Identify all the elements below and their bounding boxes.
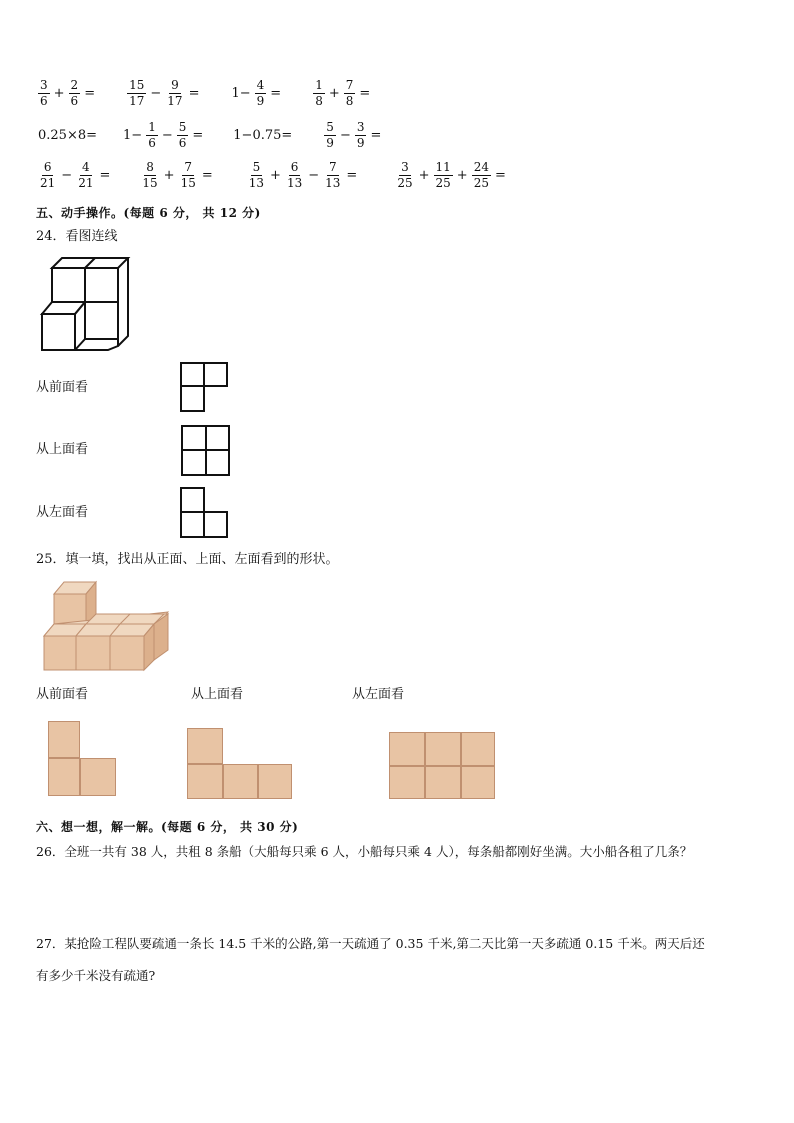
numerator: 5 xyxy=(326,120,334,134)
numerator: 7 xyxy=(345,78,354,92)
calc-row-1 xyxy=(36,78,372,109)
section5-heading: 五、动手操作。(每题 6 分， 共 12 分) xyxy=(36,206,261,220)
fraction xyxy=(177,120,189,151)
numerator: 7 xyxy=(328,160,337,174)
fraction xyxy=(434,160,453,191)
numerator: 3 xyxy=(401,160,409,174)
fraction xyxy=(472,160,491,191)
fraction xyxy=(38,160,57,191)
fraction xyxy=(140,160,159,191)
calc-row-3 xyxy=(36,160,508,191)
operator: − xyxy=(150,86,162,101)
operator: + xyxy=(328,86,340,101)
denominator: 17 xyxy=(129,94,145,108)
denominator: 9 xyxy=(356,136,365,150)
operator: + xyxy=(53,86,65,101)
q25-title: 25．填一填，找出从正面、上面、左面看到的形状。 xyxy=(36,552,339,567)
denominator: 13 xyxy=(325,176,341,190)
fraction xyxy=(69,78,81,109)
operator: = xyxy=(188,86,200,101)
numerator: 8 xyxy=(146,160,154,174)
operator: = xyxy=(84,86,96,101)
operator: 1− xyxy=(123,128,143,143)
numerator: 1 xyxy=(315,78,323,92)
numerator: 2 xyxy=(70,78,79,92)
operator: + xyxy=(456,168,468,183)
fraction xyxy=(285,160,304,191)
denominator: 6 xyxy=(148,136,156,150)
denominator: 8 xyxy=(315,94,323,108)
numerator: 3 xyxy=(40,78,48,92)
fraction xyxy=(313,78,325,109)
operator: + xyxy=(270,168,281,183)
calc-item xyxy=(125,78,201,109)
calc-item xyxy=(231,128,294,143)
calc-item xyxy=(245,160,360,191)
numerator: 4 xyxy=(82,160,90,174)
fraction xyxy=(247,160,266,191)
operator: = xyxy=(359,86,371,101)
calc-item xyxy=(36,160,112,191)
denominator: 6 xyxy=(40,94,48,108)
q24-label-left: 从左面看 xyxy=(36,505,89,520)
denominator: 13 xyxy=(248,176,265,190)
fraction xyxy=(165,78,184,109)
q25-label-left: 从左面看 xyxy=(352,687,405,702)
q26-text: 26．全班一共有 38 人，共租 8 条船（大船每只乘 6 人，小船每只乘 4 人），每条船都刚好坐满。大小船各租了几条？ xyxy=(36,844,693,859)
fraction xyxy=(146,120,158,151)
fraction xyxy=(255,78,267,109)
denominator: 25 xyxy=(435,176,451,190)
fraction xyxy=(323,160,342,191)
numerator: 15 xyxy=(129,78,145,92)
q25-label-top: 从上面看 xyxy=(191,687,244,702)
operator: = xyxy=(270,86,282,101)
section6-heading: 六、想一想，解一解。(每题 6 分， 共 30 分) xyxy=(36,820,299,834)
numerator: 5 xyxy=(252,160,261,174)
fraction xyxy=(395,160,414,191)
denominator: 25 xyxy=(397,176,413,190)
numerator: 11 xyxy=(435,160,451,174)
calc-item xyxy=(393,160,508,191)
q24-label-top: 从上面看 xyxy=(36,442,89,457)
calc-item xyxy=(121,120,205,151)
q24-label-front: 从前面看 xyxy=(36,380,89,395)
calc-item xyxy=(138,160,214,191)
denominator: 15 xyxy=(180,176,196,190)
fraction xyxy=(127,78,146,109)
denominator: 21 xyxy=(40,176,56,190)
calc-row-2 xyxy=(36,120,383,151)
operator: = xyxy=(494,168,506,183)
operator: + xyxy=(418,168,430,183)
fraction xyxy=(76,160,95,191)
denominator: 6 xyxy=(70,94,79,108)
operator: = xyxy=(201,168,213,183)
denominator: 8 xyxy=(345,94,354,108)
denominator: 9 xyxy=(326,136,334,150)
operator: = xyxy=(99,168,111,183)
q27-text-line2: 有多少千米没有疏通? xyxy=(36,968,156,983)
fraction xyxy=(38,78,50,109)
numerator: 6 xyxy=(43,160,52,174)
q25-cube-figure xyxy=(42,578,172,672)
denominator: 17 xyxy=(167,94,183,108)
denominator: 9 xyxy=(256,94,265,108)
calc-item xyxy=(229,78,283,109)
q25-label-front: 从前面看 xyxy=(36,687,89,702)
operator: 0.25×8= xyxy=(38,128,98,143)
fraction xyxy=(324,120,336,151)
calc-item xyxy=(322,120,383,151)
numerator: 7 xyxy=(184,160,193,174)
operator: 1−0.75= xyxy=(233,128,293,143)
calc-item xyxy=(311,78,372,109)
denominator: 21 xyxy=(78,176,94,190)
numerator: 3 xyxy=(356,120,365,134)
calc-item xyxy=(36,78,97,109)
numerator: 1 xyxy=(148,120,156,134)
denominator: 25 xyxy=(473,176,489,190)
operator: − xyxy=(339,128,351,143)
operator: = xyxy=(346,168,358,183)
operator: 1− xyxy=(231,86,251,101)
operator: − xyxy=(61,168,73,183)
fraction xyxy=(344,78,356,109)
numerator: 9 xyxy=(171,78,179,92)
q27-text-line1: 27．某抢险工程队要疏通一条长 14.5 千米的公路,第一天疏通了 0.35 千米,第二天比第一天多疏通 0.15 千米。两天后还 xyxy=(36,936,705,951)
operator: = xyxy=(370,128,382,143)
fraction xyxy=(355,120,367,151)
numerator: 24 xyxy=(473,160,489,174)
operator: = xyxy=(192,128,204,143)
numerator: 5 xyxy=(178,120,187,134)
fraction xyxy=(179,160,198,191)
denominator: 6 xyxy=(178,136,187,150)
operator: − xyxy=(308,168,320,183)
operator: − xyxy=(161,128,173,143)
operator: + xyxy=(163,168,175,183)
denominator: 13 xyxy=(286,176,303,190)
q24-title: 24．看图连线 xyxy=(36,229,118,244)
denominator: 15 xyxy=(142,176,158,190)
numerator: 4 xyxy=(256,78,265,92)
calc-item xyxy=(36,128,99,143)
numerator: 6 xyxy=(290,160,299,174)
q24-solid-figure xyxy=(38,256,134,354)
